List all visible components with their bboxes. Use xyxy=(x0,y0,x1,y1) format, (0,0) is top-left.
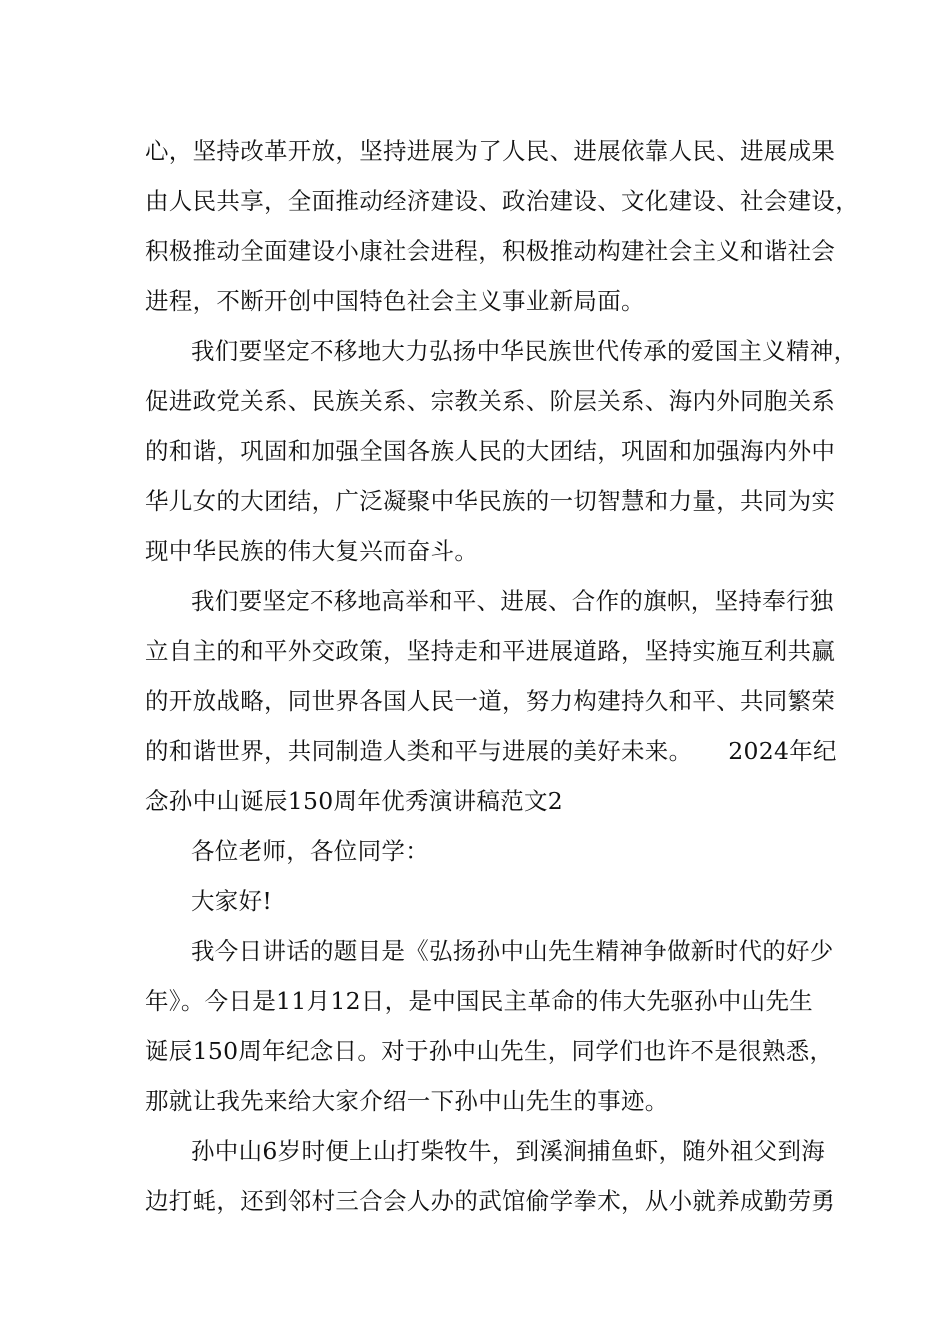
salutation: 各位老师，各位同学： xyxy=(191,837,429,865)
text-line: 促进政党关系、民族关系、宗教关系、阶层关系、海内外同胞关系 xyxy=(145,387,836,415)
text-line: 那就让我先来给大家介绍一下孙中山先生的事迹。 xyxy=(145,1087,669,1115)
text-line: 立自主的和平外交政策，坚持走和平进展道路，坚持实施互利共赢 xyxy=(145,637,836,665)
greeting: 大家好! xyxy=(191,887,273,915)
text-line: 年》。今日是11月12日，是中国民主革命的伟大先驱孙中山先生 xyxy=(145,987,814,1015)
text-line: 诞辰150周年纪念日。对于孙中山先生，同学们也许不是很熟悉， xyxy=(145,1037,834,1065)
text-line: 边打蚝，还到邻村三合会人办的武馆偷学拳术，从小就养成勤劳勇 xyxy=(145,1187,836,1215)
text-line: 的开放战略，同世界各国人民一道，努力构建持久和平、共同繁荣 xyxy=(145,687,836,715)
paragraph-first-line: 我们要坚定不移地大力弘扬中华民族世代传承的爱国主义精神， xyxy=(191,337,858,365)
paragraph-first-line: 孙中山6岁时便上山打柴牧牛，到溪涧捕鱼虾，随外祖父到海 xyxy=(191,1137,826,1165)
section-title-line: 念孙中山诞辰150周年优秀演讲稿范文2 xyxy=(145,787,564,815)
text-line: 进程，不断开创中国特色社会主义事业新局面。 xyxy=(145,287,645,315)
text-line: 华儿女的大团结，广泛凝聚中华民族的一切智慧和力量，共同为实 xyxy=(145,487,836,515)
paragraph-first-line: 我们要坚定不移地高举和平、进展、合作的旗帜，坚持奉行独 xyxy=(191,587,834,615)
text-line: 现中华民族的伟大复兴而奋斗。 xyxy=(145,537,479,565)
paragraph-first-line: 我今日讲话的题目是《弘扬孙中山先生精神争做新时代的好少 xyxy=(191,937,834,965)
text-line: 的和谐世界，共同制造人类和平与进展的美好未来。 2024年纪 xyxy=(145,737,837,765)
text-line: 心，坚持改革开放，坚持进展为了人民、进展依靠人民、进展成果 xyxy=(145,137,836,165)
text-line: 由人民共享，全面推动经济建设、政治建设、文化建设、社会建设， xyxy=(145,187,859,215)
text-line: 的和谐，巩固和加强全国各族人民的大团结，巩固和加强海内外中 xyxy=(145,437,836,465)
text-line: 积极推动全面建设小康社会进程，积极推动构建社会主义和谐社会 xyxy=(145,237,836,265)
